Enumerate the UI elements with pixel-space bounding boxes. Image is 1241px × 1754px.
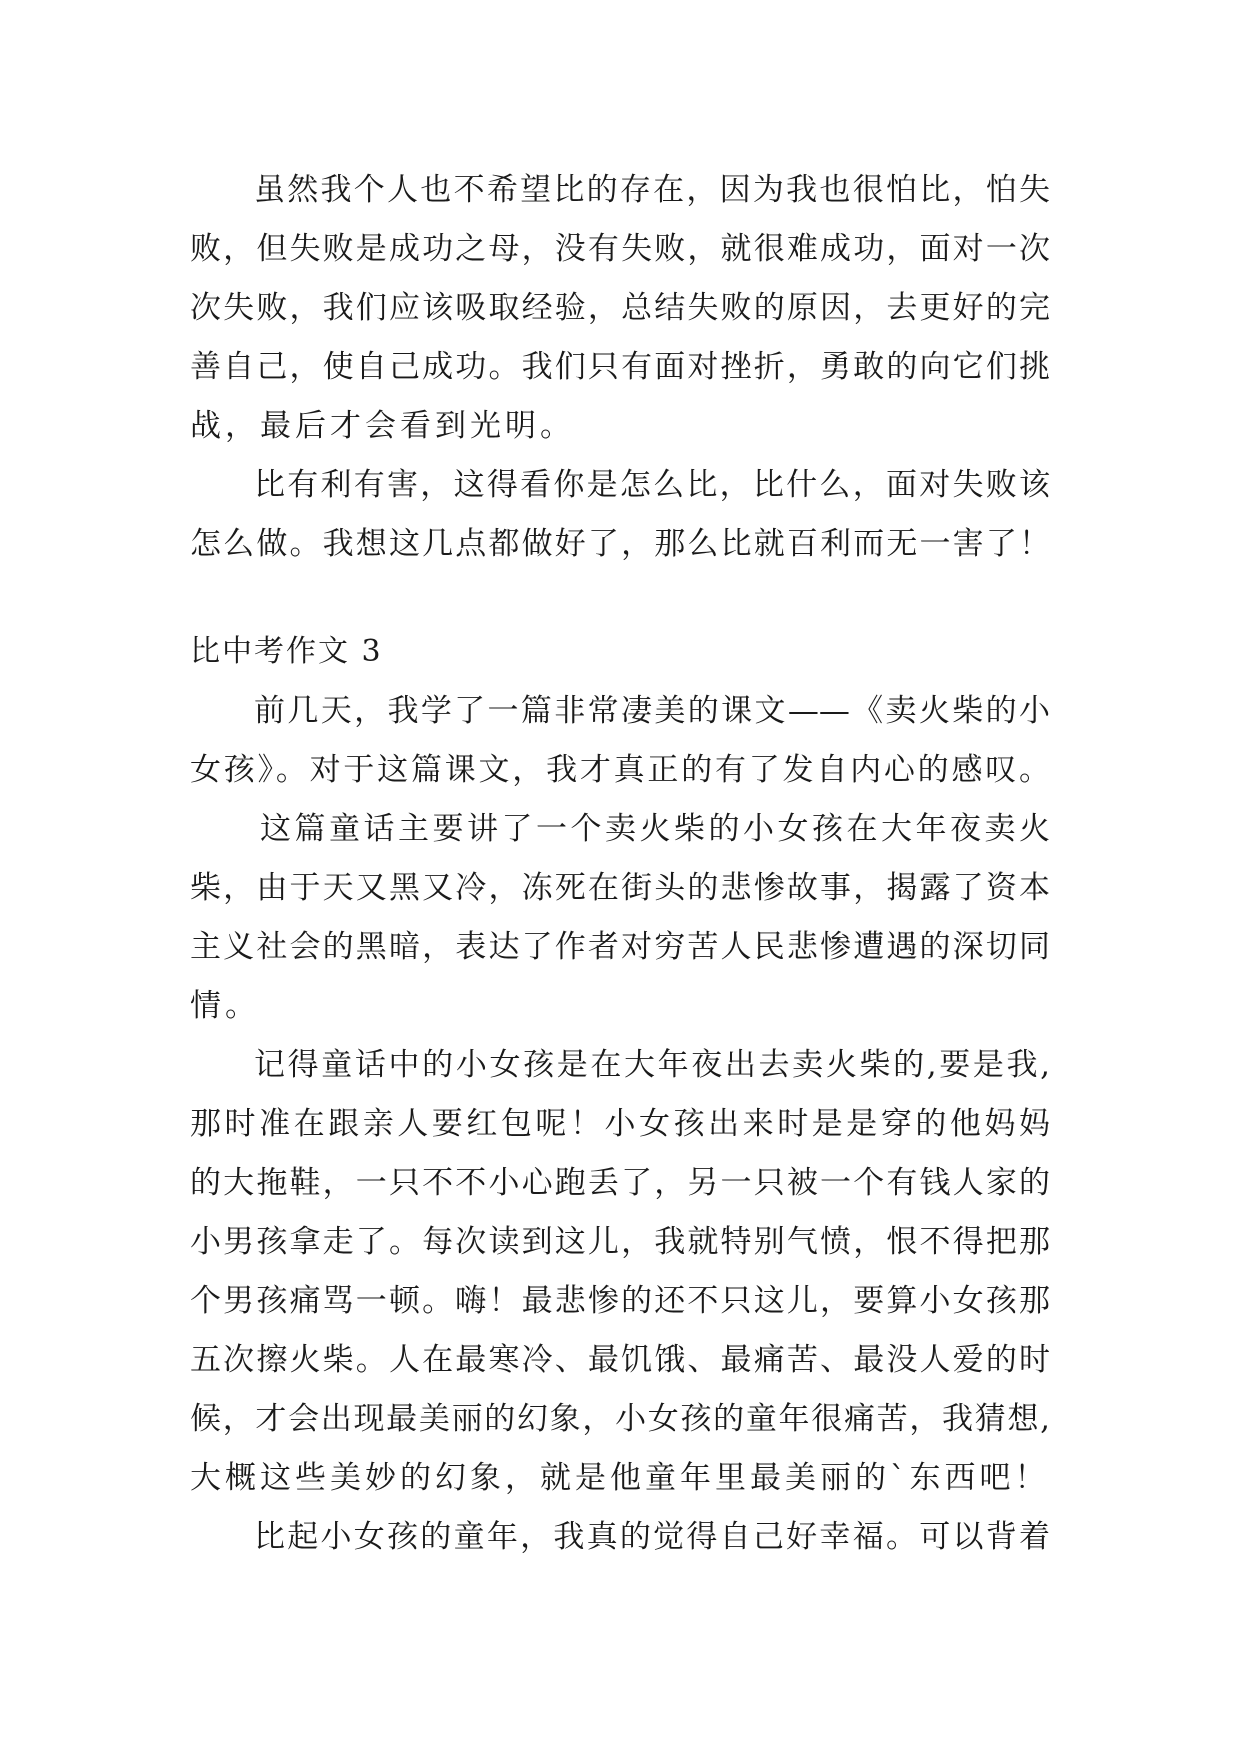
paragraph-line: 大概这些美妙的幻象，就是他童年里最美丽的`东西吧！: [190, 1460, 1050, 1496]
paragraph-line: 柴，由于天又黑又冷，冻死在街头的悲惨故事，揭露了资本: [190, 870, 1050, 906]
paragraph-line: 比起小女孩的童年，我真的觉得自己好幸福。可以背着: [254, 1519, 1050, 1555]
paragraph-line: 主义社会的黑暗，表达了作者对穷苦人民悲惨遭遇的深切同: [190, 929, 1050, 965]
paragraph-line: 善自己，使自己成功。我们只有面对挫折，勇敢的向它们挑: [190, 349, 1050, 385]
paragraph-line: 情。: [190, 988, 260, 1024]
paragraph-line: 虽然我个人也不希望比的存在，因为我也很怕比，怕失: [254, 172, 1050, 208]
paragraph-line: 比有利有害，这得看你是怎么比，比什么，面对失败该: [254, 467, 1050, 503]
paragraph-line: 这篇童话主要讲了一个卖火柴的小女孩在大年夜卖火: [260, 811, 1050, 847]
paragraph-line: 小男孩拿走了。每次读到这儿，我就特别气愤，恨不得把那: [190, 1224, 1050, 1260]
paragraph-line: 记得童话中的小女孩是在大年夜出去卖火柴的,要是我,: [254, 1047, 1050, 1083]
paragraph-line: 战，最后才会看到光明。: [190, 408, 575, 444]
paragraph-line: 那时准在跟亲人要红包呢！小女孩出来时是是穿的他妈妈: [190, 1106, 1050, 1142]
paragraph-line: 前几天，我学了一篇非常凄美的课文——《卖火柴的小: [254, 693, 1050, 729]
paragraph-line: 败，但失败是成功之母，没有失败，就很难成功，面对一次: [190, 231, 1050, 267]
paragraph-line: 女孩》。对于这篇课文，我才真正的有了发自内心的感叹。: [190, 752, 1050, 788]
paragraph-line: 怎么做。我想这几点都做好了，那么比就百利而无一害了！: [190, 526, 1050, 562]
paragraph-line: 的大拖鞋，一只不不小心跑丢了，另一只被一个有钱人家的: [190, 1165, 1050, 1201]
paragraph-line: 次失败，我们应该吸取经验，总结失败的原因，去更好的完: [190, 290, 1050, 326]
paragraph-line: 五次擦火柴。人在最寒冷、最饥饿、最痛苦、最没人爱的时: [190, 1342, 1050, 1378]
essay-title: 比中考作文 3: [190, 634, 383, 669]
paragraph-line: 候，才会出现最美丽的幻象，小女孩的童年很痛苦，我猜想,: [190, 1401, 1050, 1437]
paragraph-line: 个男孩痛骂一顿。嗨！最悲惨的还不只这儿，要算小女孩那: [190, 1283, 1050, 1319]
